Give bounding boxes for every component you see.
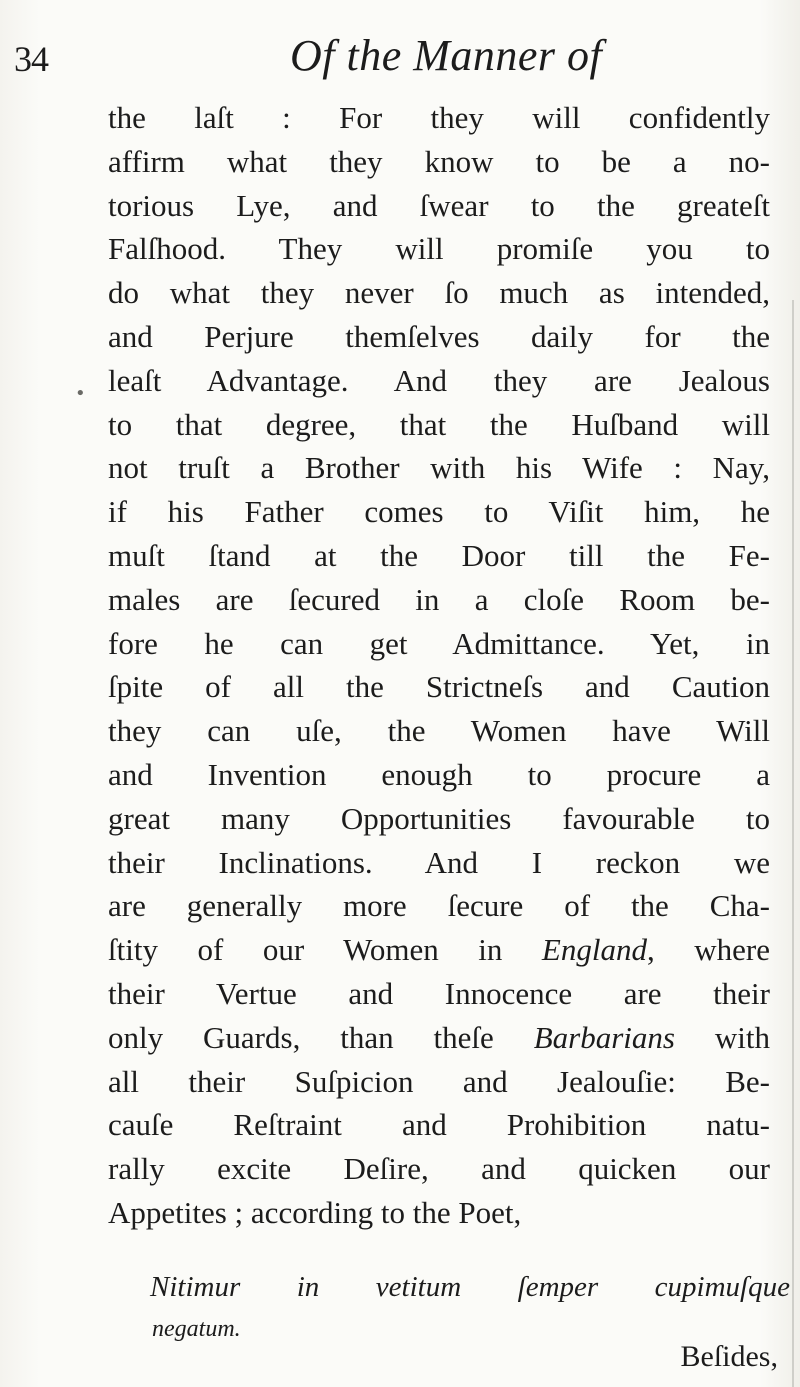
text-line: not truſt a Brother with his Wife : Nay, (108, 450, 770, 486)
text-line: ſtity of our Women in England, where (108, 932, 770, 968)
text-line: are generally more ſecure of the Cha- (108, 888, 770, 924)
text-line: only Guards, than theſe Barbarians with (108, 1019, 770, 1055)
text-line: if his Father comes to Viſit him, he (108, 494, 770, 530)
text-line: and Invention enough to procure a (108, 756, 770, 792)
text-line: great many Opportunities favourable to (108, 800, 770, 836)
text-line: Falſhood. They will promiſe you to (108, 231, 770, 267)
text-line: torious Lye, and ſwear to the greateſt (108, 187, 770, 223)
italic-word: England (541, 932, 647, 968)
text-line: fore he can get Admittance. Yet, in (108, 625, 770, 661)
latin-quotation (150, 1266, 790, 1350)
page-edge-shadow (792, 300, 794, 1387)
text-line: do what they never ſo much as intended, (108, 275, 770, 311)
page-number: 34 (14, 39, 48, 79)
text-line: the laſt : For they will confidently (108, 100, 770, 135)
quote-line-1: Nitimur in vetitum ſemper cupimuſque (150, 1271, 790, 1303)
text-line: they can uſe, the Women have Will (108, 713, 770, 749)
text-line: their Inclinations. And I reckon we (108, 844, 770, 880)
text-line: their Vertue and Innocence are their (108, 975, 770, 1011)
body-text (108, 96, 788, 1235)
text-line: to that degree, that the Huſband will (108, 406, 770, 442)
text-line: rally excite Deſire, and quicken our (108, 1151, 770, 1187)
text-line: and Perjure themſelves daily for the (108, 318, 770, 354)
text-line: leaſt Advantage. And they are Jealous (108, 362, 770, 398)
text-line: muſt ſtand at the Door till the Fe- (108, 537, 770, 573)
text-line: ſpite of all the Strictneſs and Caution (108, 669, 770, 705)
text-line: all their Suſpicion and Jealouſie: Be- (108, 1063, 770, 1099)
italic-word: Barbarians (533, 1019, 675, 1055)
text-line: Appetites ; according to the Poet, (108, 1194, 522, 1230)
text-line: cauſe Reſtraint and Prohibition natu- (108, 1107, 770, 1143)
catchword: Beſides, (680, 1340, 778, 1373)
running-head: Of the Manner of (290, 31, 603, 80)
margin-mark: • (75, 383, 86, 404)
text-line: males are ſecured in a cloſe Room be- (108, 581, 770, 617)
quote-line-2: negatum. (152, 1316, 241, 1342)
text-line: affirm what they know to be a no- (108, 143, 770, 179)
